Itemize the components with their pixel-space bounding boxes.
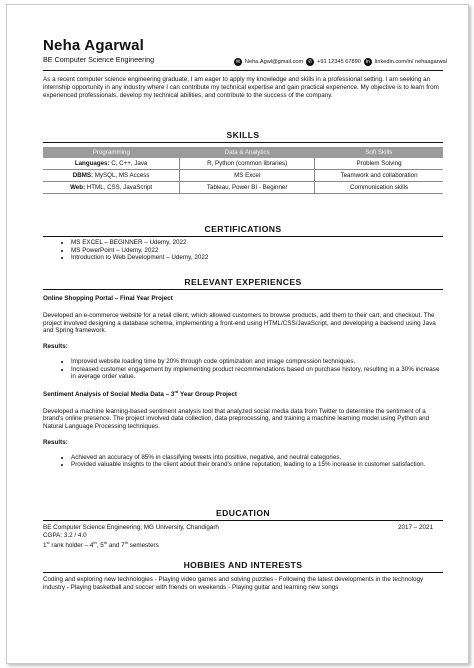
email-icon: ✉ bbox=[235, 58, 241, 65]
certification-item: • MS PowerPoint – Udemy, 2022 bbox=[71, 247, 443, 255]
certification-item: • MS EXCEL – BEGINNER – Udemy, 2022 bbox=[71, 239, 443, 247]
certifications-section bbox=[43, 224, 443, 262]
project-title-part: Sentiment Analysis of Social Media Data – 3 bbox=[43, 390, 175, 398]
hobbies-text: Coding and exploring new technologies - Playing video games and solving puzzles - Following the latest developments in the technology industry - Playing basketball and soccer with friends on weekends - Playing guitar and learning new songs bbox=[43, 576, 424, 591]
project-description: Developed a machine learning-based sentiment analysis tool that analyzed social media data from Twitter to determine the sentiment of a brand's online presence. The project involved data collection, data preprocessing, and training a machine learning model using Python and Natural Language Processing techniques. bbox=[43, 407, 430, 431]
project-title: Online Shopping Portal – Final Year Project bbox=[43, 295, 173, 302]
result-item: • Increased customer engagement by implementing product recommendations based on purchase history, resulting in a 30% increase in average order value. bbox=[71, 366, 443, 381]
rank-part: semesters bbox=[127, 542, 159, 550]
rank-sup: th bbox=[124, 540, 128, 546]
results-list bbox=[43, 454, 443, 469]
skills-row bbox=[43, 182, 443, 194]
rank-part: , 5 bbox=[96, 542, 104, 550]
candidate-degree: BE Computer Science Engineering bbox=[43, 55, 155, 64]
skills-cell: Problem Solving bbox=[315, 158, 443, 170]
linkedin-icon: in bbox=[364, 58, 372, 66]
skills-col-programming: Programming bbox=[43, 147, 180, 158]
skills-cell bbox=[43, 158, 180, 170]
skills-col-soft: Soft Skills bbox=[315, 147, 443, 158]
result-item: • Achieved an accuracy of 85% in classifying tweets into positive, negative, and neutral categories. bbox=[71, 454, 443, 462]
cgpa-text: CGPA: 3.2 / 4.0 bbox=[43, 531, 87, 539]
project-description: Developed an e-commerce website for a retail client, which allowed customers to browse products, add them to their cart, and checkout. The project involved designing a database schema, implementing a front-end using HTML/CSS/JavaScript, and developing a backend using Java and Spring framework. bbox=[43, 311, 436, 335]
skill-value: C, C++, Java bbox=[109, 160, 148, 167]
result-item: • Provided valuable insights to the client about their brand's online reputation, leading to a 15% increase in customer satisfaction. bbox=[71, 461, 443, 469]
skills-heading: SKILLS bbox=[226, 130, 260, 140]
phone-icon: ✆ bbox=[308, 58, 313, 65]
certification-item: • Introduction to Web Development – Udemy, 2022 bbox=[71, 254, 443, 262]
section-divider bbox=[43, 289, 443, 290]
skills-cell: R, Python (common libraries) bbox=[180, 158, 315, 170]
skills-cell: Tableau, Power BI - Beginner bbox=[180, 182, 315, 194]
skills-table bbox=[43, 147, 443, 194]
linkedin-text[interactable]: linkedin.com/in/ nehaagarwal bbox=[374, 59, 447, 65]
rank-sup: th bbox=[93, 540, 97, 546]
resume-page bbox=[6, 4, 469, 664]
skills-col-data: Data & Analytics bbox=[180, 147, 315, 158]
rank-part: 1 bbox=[43, 542, 47, 550]
education-heading: EDUCATION bbox=[215, 508, 271, 518]
education-cgpa bbox=[43, 532, 443, 540]
education-row bbox=[43, 524, 443, 532]
section-divider bbox=[43, 572, 443, 573]
education-rank bbox=[43, 539, 443, 550]
skill-value: HTML, CSS, JavaScript bbox=[85, 184, 153, 191]
experience-section bbox=[43, 277, 443, 469]
skills-cell bbox=[43, 170, 180, 182]
certifications-heading: CERTIFICATIONS bbox=[204, 224, 282, 234]
email-text[interactable]: Neha.Agwl@gmail.com bbox=[244, 59, 304, 65]
section-divider bbox=[43, 142, 443, 143]
education-degree: BE Computer Science Engineering, MG University, Chandigarh bbox=[43, 524, 219, 531]
rank-part: and 7 bbox=[107, 542, 125, 550]
rank-part: rank holder – 4 bbox=[49, 542, 94, 550]
phone-text: +91 12345 67890 bbox=[317, 59, 361, 65]
education-section bbox=[43, 508, 443, 550]
skills-row bbox=[43, 170, 443, 182]
header-divider bbox=[43, 70, 443, 71]
rank-sup: th bbox=[103, 540, 108, 546]
skills-cell: Communication skills bbox=[315, 182, 443, 194]
hobbies-section bbox=[43, 560, 443, 592]
skills-cell: Teamwork and collaboration bbox=[315, 170, 443, 182]
skill-value: MySQL, MS Access bbox=[93, 172, 150, 179]
result-item: • Improved website loading time by 20% through code optimization and image compression techniques. bbox=[71, 358, 443, 366]
summary-paragraph: As a recent computer science engineering graduate, I am eager to apply my knowledge and skills in a professional setting. I am seeking an internship opportunity in any industry where I can contribute my technical expertise and gain practical experience. My objective is to learn from experienced professionals, develop my technical abilities, and contribute to the success of the company. bbox=[43, 76, 439, 99]
hobbies-heading: HOBBIES AND INTERESTS bbox=[183, 560, 303, 570]
results-list bbox=[43, 358, 443, 381]
rank-sup: st bbox=[46, 540, 50, 546]
project-title-sup: rd bbox=[174, 388, 179, 394]
section-divider bbox=[43, 236, 443, 237]
experience-heading: RELEVANT EXPERIENCES bbox=[184, 277, 302, 287]
certifications-list bbox=[43, 239, 443, 262]
skill-label: Web: bbox=[70, 184, 86, 191]
skills-row bbox=[43, 158, 443, 170]
results-label: Results: bbox=[43, 343, 68, 351]
project-title bbox=[43, 388, 443, 399]
contact-bar bbox=[234, 58, 447, 66]
skills-cell: MS Excel bbox=[180, 170, 315, 182]
education-years: 2017 – 2021 bbox=[397, 524, 433, 531]
resume-content bbox=[43, 37, 447, 591]
skills-section bbox=[43, 130, 443, 194]
skill-label: DBMS: bbox=[72, 172, 94, 179]
skill-label: Languages: bbox=[74, 160, 110, 167]
results-label: Results: bbox=[43, 439, 68, 447]
candidate-name: Neha Agarwal bbox=[43, 37, 145, 54]
project-title-part: Year Group Project bbox=[178, 390, 238, 398]
skills-header-row bbox=[43, 147, 443, 158]
skills-cell bbox=[43, 182, 180, 194]
section-divider bbox=[43, 520, 443, 521]
